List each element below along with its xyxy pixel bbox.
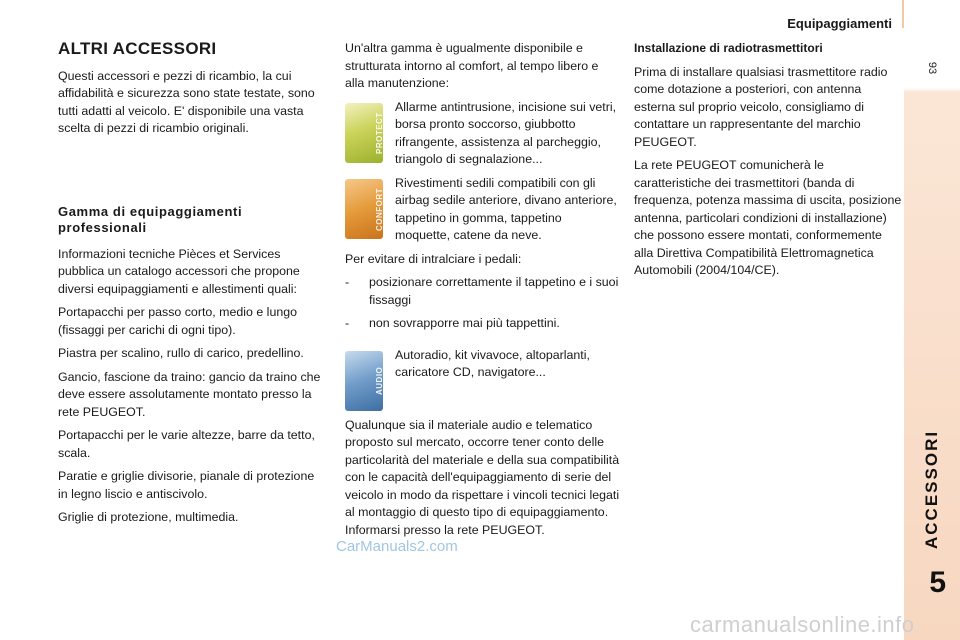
subtitle-professional-range: Gamma di equipaggiamenti professionali xyxy=(58,203,243,235)
audio-image-label: AUDIO xyxy=(375,366,384,395)
body-paragraph: Paratie e griglie divisorie, pianale di protezione in legno liscio e antiscivolo. xyxy=(58,469,315,501)
kit-confort xyxy=(345,175,620,245)
protect-kit-image xyxy=(345,103,383,163)
section-header-title: Equipaggiamenti xyxy=(787,16,892,31)
audio-compatibility-note: Qualunque sia il materiale audio e telematico proposto sul mercato, occorre tener conto delle particolarità del materiale e della sua compatibilità con le capacità dell'equipaggiamento di serie del veicolo in modo da rispettare i vincoli tecnici legati al montaggio di questo tipo di equipaggiamento. Informarsi presso la rete PEUGEOT. xyxy=(345,417,620,537)
sidebar-section-label: ACCESSORI xyxy=(922,429,941,549)
kit-description: Allarme antintrusione, incisione sui vetri, borsa pronto soccorso, giubbotto rifrangente, assistenza al parcheggio, triangolo di segnalazione... xyxy=(395,99,617,166)
list-item: - posizionare correttamente il tappetino e i suoi fissaggi xyxy=(345,274,620,309)
audio-kit-image xyxy=(345,351,383,411)
chapter-number: 5 xyxy=(929,566,946,599)
body-paragraph: Griglie di protezione, multimedia. xyxy=(58,510,239,524)
chapter-sidebar xyxy=(904,0,960,640)
column-middle xyxy=(345,40,620,545)
pedal-warning-intro: Per evitare di intralciare i pedali: xyxy=(345,251,522,266)
body-paragraph: La rete PEUGEOT comunicherà le caratteristiche dei trasmettitori (banda di frequenza, potenza massima di uscita, posizione antenna, particolari condizioni di installazione) che possono essere montati, conformemente alla Direttiva Compatibilità Elettromagnetica Automobili (2004/104/CE). xyxy=(634,158,902,277)
column-left xyxy=(58,40,326,533)
body-paragraph: Prima di installare qualsiasi trasmettitore radio come dotazione a posteriori, con antenna esterna sul proprio veicolo, consigliamo di contattare un rappresentante del marchio PEUGEOT. xyxy=(634,64,888,149)
protect-image-label: PROTECT xyxy=(375,111,384,154)
kit-protect xyxy=(345,99,620,169)
body-paragraph: Piastra per scalino, rullo di carico, predellino. xyxy=(58,346,304,360)
confort-kit-image xyxy=(345,179,383,239)
page-number: 93 xyxy=(925,61,938,75)
kit-description: Rivestimenti sedili compatibili con gli airbag sedile anteriore, divano anteriore, tappetino in gomma, tappetino moquette, catene da neve. xyxy=(395,175,617,242)
confort-image-label: CONFORT xyxy=(375,186,384,231)
pedal-warning-list xyxy=(345,274,620,333)
body-paragraph: Portapacchi per passo corto, medio e lungo (fissaggi per carichi di ogni tipo). xyxy=(58,305,298,337)
list-item: - non sovrapporre mai più tappettini. xyxy=(345,315,620,333)
watermark-carmanuals2: CarManuals2.com xyxy=(336,538,458,555)
watermark-carmanualsonline: carmanualsonline.info xyxy=(690,612,915,637)
radio-transmitter-heading: Installazione di radiotrasmettitori xyxy=(634,41,823,55)
range-intro: Un'altra gamma è ugualmente disponibile e strutturata intorno al comfort, al tempo libero e alla manutenzione: xyxy=(345,41,599,90)
body-paragraph: Portapacchi per le varie altezze, barre da tetto, scala. xyxy=(58,428,315,460)
body-paragraph: Gancio, fascione da traino: gancio da traino che deve essere assolutamente montato presso la rete PEUGEOT. xyxy=(58,369,321,419)
body-paragraph: Informazioni tecniche Pièces et Services pubblica un catalogo accessori che propone diversi equipaggiamenti e allestimenti quali: xyxy=(58,246,300,296)
page-title: ALTRI ACCESSORI xyxy=(58,39,217,58)
intro-paragraph: Questi accessori e pezzi di ricambio, la cui affidabilità e sicurezza sono state testate, sono tutti adatti al veicolo. E' disponibile una vasta scelta di pezzi di ricambio originali. xyxy=(58,68,315,135)
kit-audio xyxy=(345,347,620,409)
kit-description: Autoradio, kit vivavoce, altoparlanti, caricatore CD, navigatore... xyxy=(395,347,590,379)
column-right xyxy=(634,40,902,286)
